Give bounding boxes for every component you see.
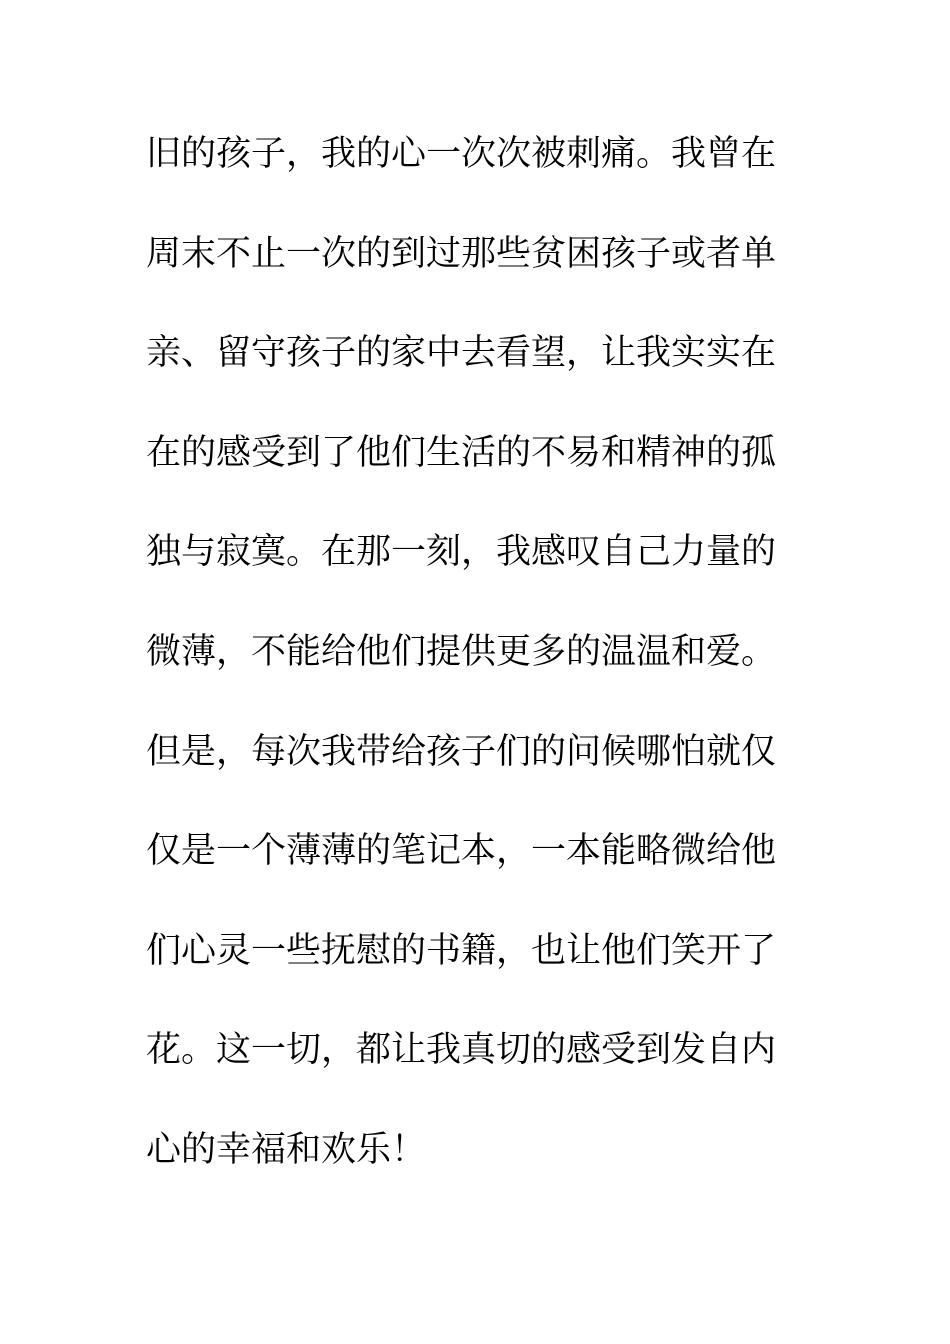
body-text bbox=[146, 124, 786, 1220]
text-line: 花。这一切，都让我真切的感受到发自内 bbox=[146, 1030, 777, 1071]
text-line: 周末不止一次的到过那些贫困孩子或者单 bbox=[146, 233, 777, 274]
text-line: 在的感受到了他们生活的不易和精神的孤 bbox=[146, 432, 777, 473]
text-line: 微薄，不能给他们提供更多的温温和爱。 bbox=[146, 631, 777, 672]
text-line: 但是，每次我带给孩子们的问候哪怕就仅 bbox=[146, 731, 777, 772]
text-line: 亲、留守孩子的家中去看望，让我实实在 bbox=[146, 333, 777, 374]
text-line: 们心灵一些抚慰的书籍，也让他们笑开了 bbox=[146, 930, 777, 971]
text-line: 独与寂寞。在那一刻，我感叹自己力量的 bbox=[146, 532, 777, 573]
text-line: 旧的孩子，我的心一次次被刺痛。我曾在 bbox=[146, 134, 777, 174]
text-line: 心的幸福和欢乐！ bbox=[146, 1129, 427, 1170]
text-line: 仅是一个薄薄的笔记本，一本能略微给他 bbox=[146, 831, 777, 872]
